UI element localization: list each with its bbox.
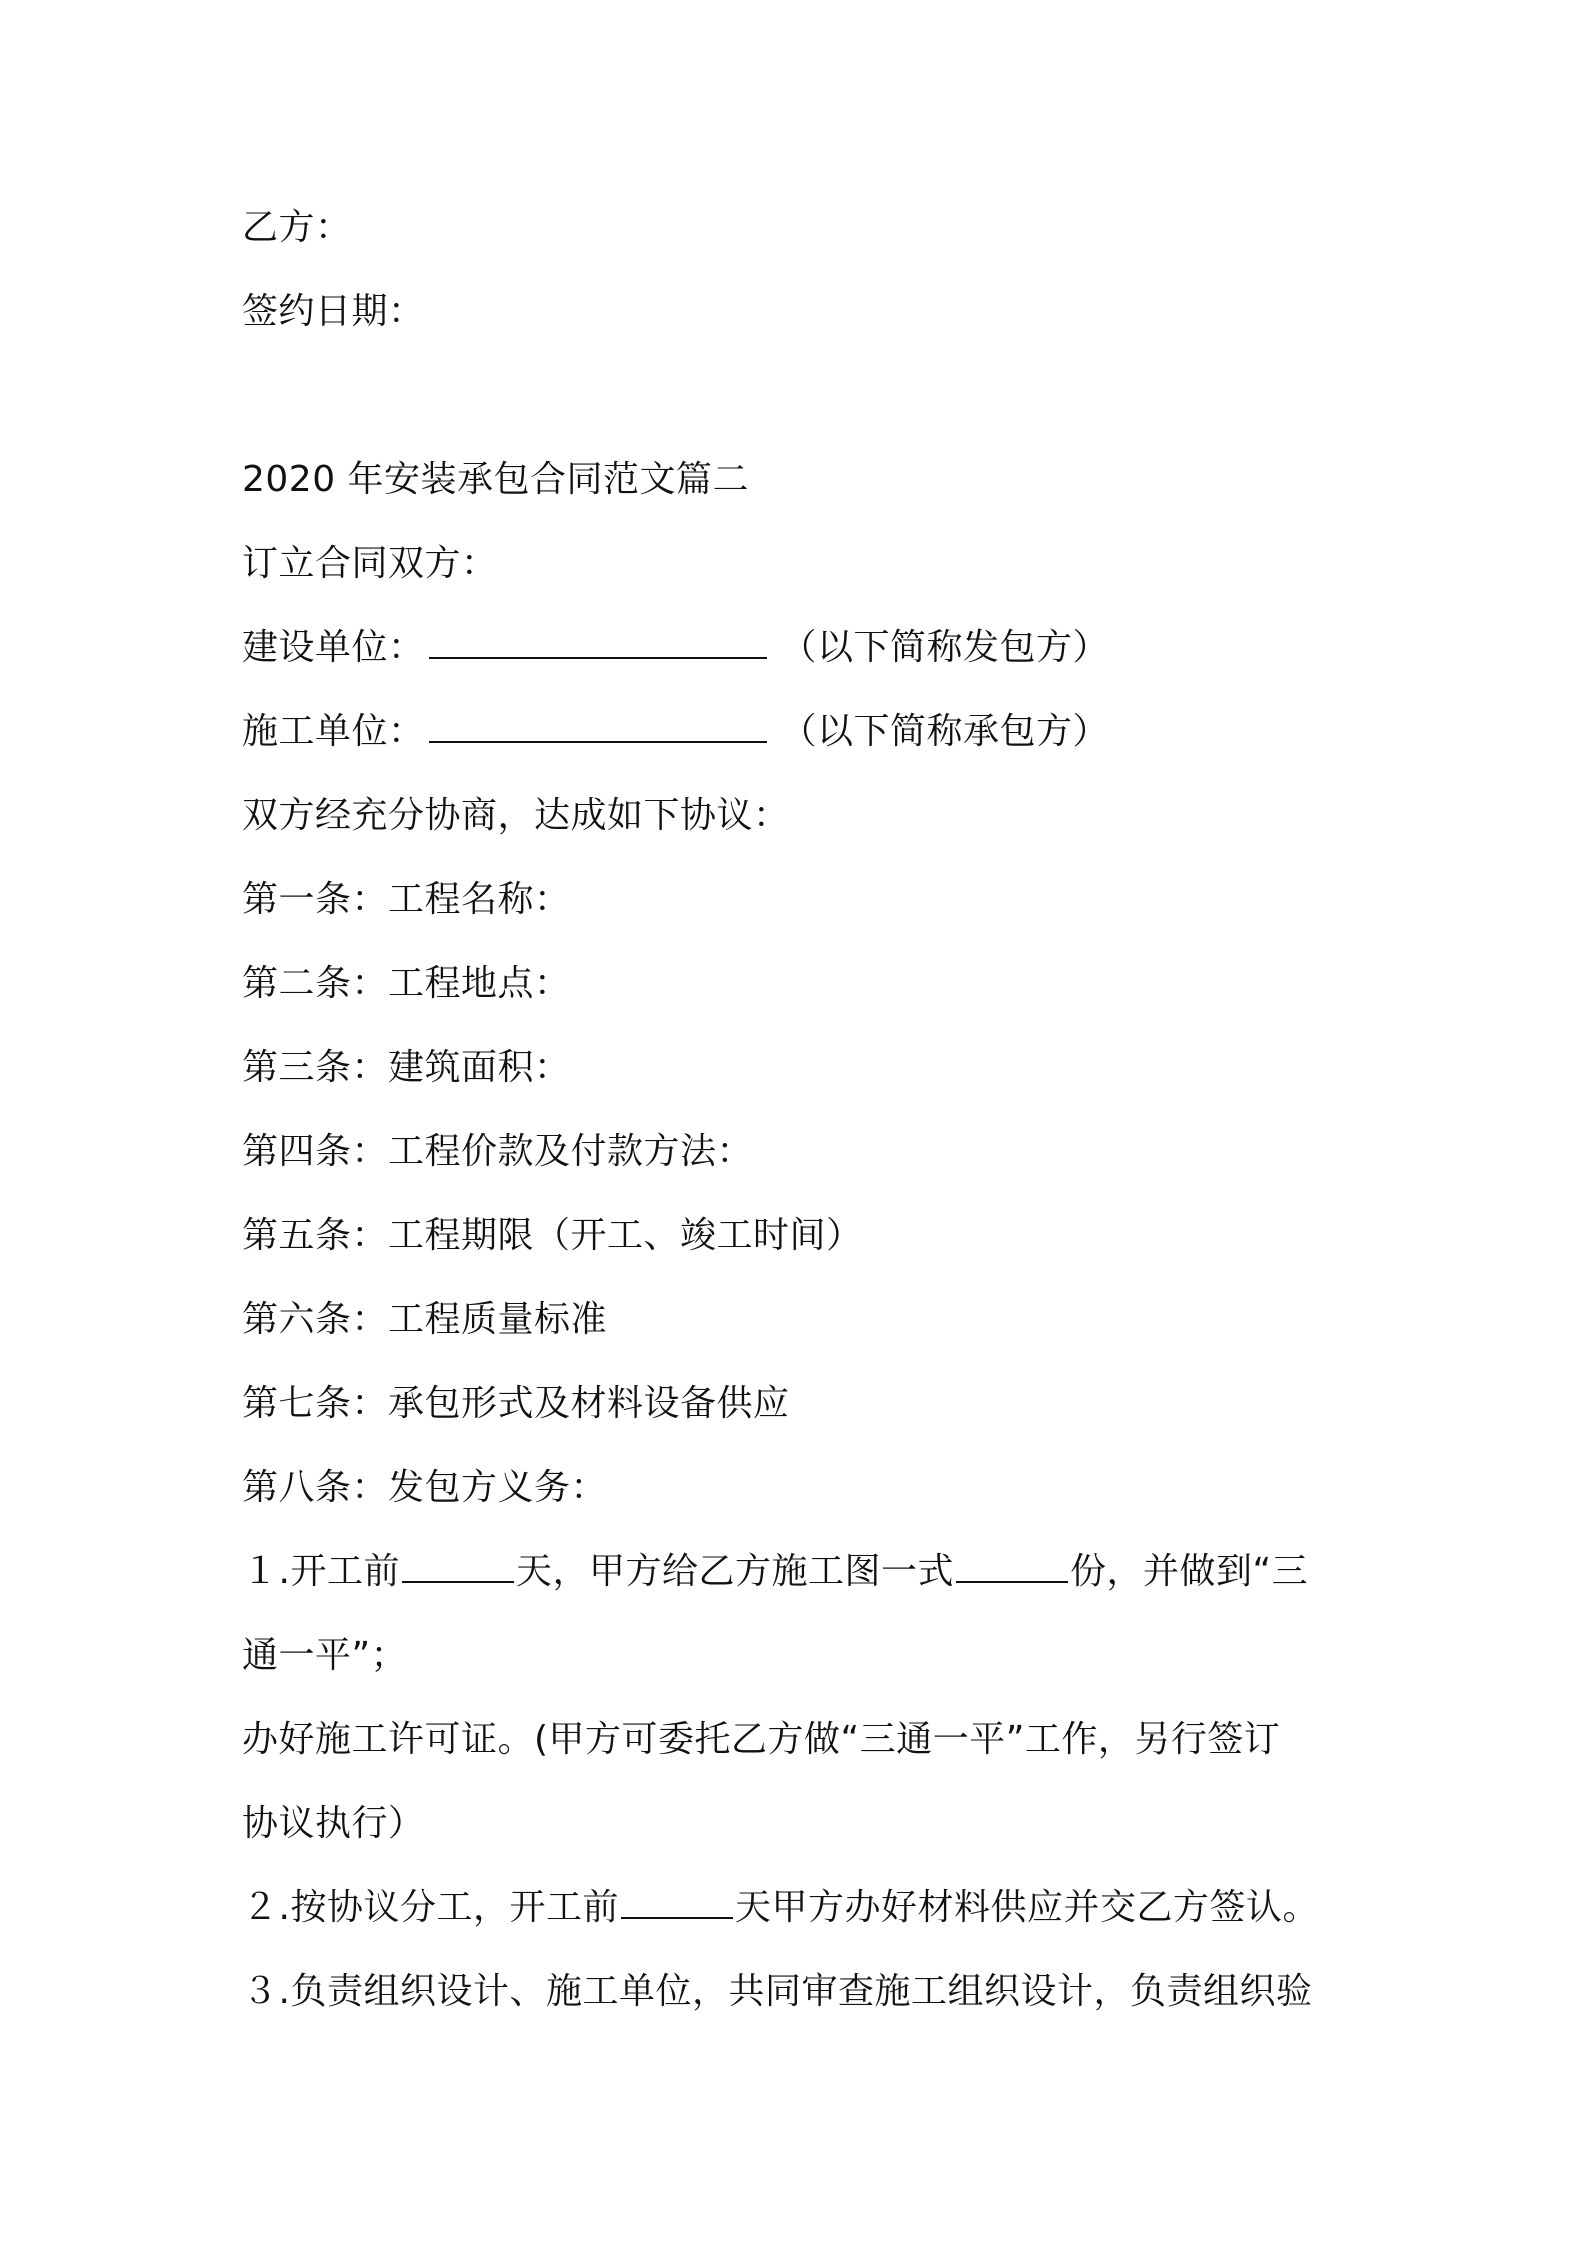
builder-blank xyxy=(429,627,767,659)
item-3-line: ３.负责组织设计、施工单位，共同审查施工组织设计，负责组织验 xyxy=(242,1971,1313,2012)
builder-suffix: （以下简称发包方） xyxy=(780,627,1110,668)
contractor-label: 施工单位： xyxy=(242,711,425,752)
article-3: 第三条：建筑面积： xyxy=(242,1047,571,1088)
item-2-days-blank xyxy=(621,1887,733,1919)
article-5: 第五条：工程期限（开工、竣工时间） xyxy=(242,1215,863,1256)
item-2-line xyxy=(242,1886,1319,1930)
builder-line xyxy=(242,626,1109,670)
permit-paragraph-line-2: 协议执行） xyxy=(242,1803,425,1844)
item-1-days-blank xyxy=(402,1551,514,1583)
item-1-continuation: 通一平”； xyxy=(242,1635,408,1676)
section-title: 2020 年安装承包合同范文篇二 xyxy=(242,459,750,500)
article-2: 第二条：工程地点： xyxy=(242,963,571,1004)
agreement-intro: 双方经充分协商，达成如下协议： xyxy=(242,795,790,836)
article-1: 第一条：工程名称： xyxy=(242,879,571,920)
contractor-line xyxy=(242,710,1109,754)
party-b-label: 乙方： xyxy=(242,207,352,248)
sign-date-label: 签约日期： xyxy=(242,291,425,332)
article-4: 第四条：工程价款及付款方法： xyxy=(242,1131,754,1172)
item-2-part-b: 天甲方办好材料供应并交乙方签认。 xyxy=(734,1887,1319,1928)
item-1-part-a: １.开工前 xyxy=(242,1551,400,1592)
contract-parties-heading: 订立合同双方： xyxy=(242,543,498,584)
item-1-part-b: 天，甲方给乙方施工图一式 xyxy=(515,1551,954,1592)
item-1-part-c: 份，并做到“三 xyxy=(1069,1551,1309,1592)
permit-paragraph-line-1: 办好施工许可证。(甲方可委托乙方做“三通一平”工作，另行签订 xyxy=(242,1719,1281,1760)
item-2-part-a: ２.按协议分工，开工前 xyxy=(242,1887,619,1928)
article-6: 第六条：工程质量标准 xyxy=(242,1299,608,1340)
article-7: 第七条：承包形式及材料设备供应 xyxy=(242,1383,790,1424)
item-1-line xyxy=(242,1550,1308,1594)
article-8: 第八条：发包方义务： xyxy=(242,1467,608,1508)
builder-label: 建设单位： xyxy=(242,627,425,668)
item-1-copies-blank xyxy=(956,1551,1068,1583)
contractor-blank xyxy=(429,711,767,743)
contractor-suffix: （以下简称承包方） xyxy=(780,711,1110,752)
